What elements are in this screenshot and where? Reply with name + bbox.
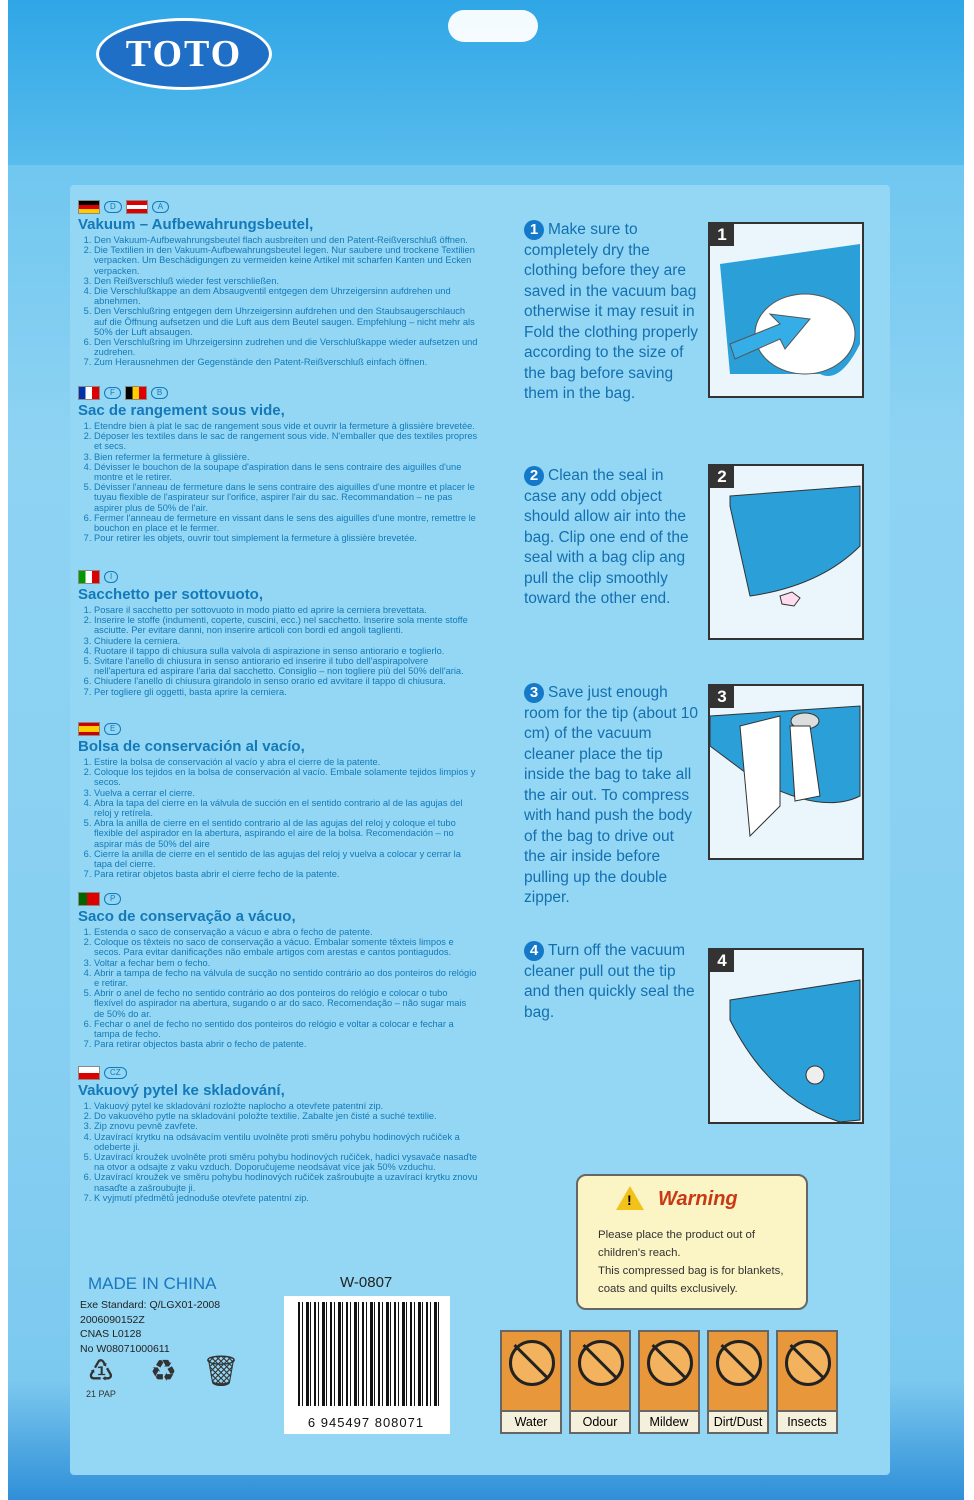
step-description: Make sure to completely dry the clothing before they are saved in the vacuum bag otherwise it may resuit in Fold the clothing properly according to the size of the bag before saving them in the bag.	[524, 221, 699, 402]
list-item: 2. Coloque os têxteis no saco de conservação a vácuo. Embalar somente têxteis limpos e secos. Para evitar danificações não embale artigos com arestas e cantos pontiagudos.	[94, 937, 478, 957]
list-item: 2. Coloque los tejidos en la bolsa de conservación al vacío. Embale solamente tejidos limpios y secos.	[94, 767, 478, 787]
flag-es-icon	[78, 722, 100, 736]
recycle-number: 21	[86, 1389, 97, 1399]
lang-title: Saco de conservação a vácuo,	[78, 908, 296, 925]
lang-section-it	[78, 570, 478, 697]
list-item: 1. Estenda o saco de conservação a vácuo e abra o fecho de patente.	[94, 927, 478, 937]
lang-section-es	[78, 722, 478, 879]
lang-steps	[78, 605, 478, 697]
lang-section-pt	[78, 892, 478, 1049]
lang-title: Vakuový pytel ke skladování,	[78, 1082, 285, 1099]
lang-steps	[78, 421, 478, 543]
flag-be-icon	[125, 386, 147, 400]
lang-title: Bolsa de conservación al vacío,	[78, 738, 305, 755]
list-item: 7. Para retirar objetos basta abrir el cierre fecho de la patente.	[94, 869, 478, 879]
list-item: 2. Inserire le stoffe (indumenti, coperte, cuscini, ecc.) nel sacchetto. Inserire sola mente stoffe asciutte. Per evitare danni, non inserire articoli con bordi ed angoli taglienti.	[94, 615, 478, 635]
step-image-number: 1	[710, 224, 734, 246]
standard-line: 2006090152Z	[80, 1313, 145, 1326]
list-item: 7. Zum Herausnehmen der Gegenstände den Patent-Reißverschluß einfach öffnen.	[94, 357, 478, 367]
barcode-bars	[298, 1302, 440, 1406]
lang-steps	[78, 757, 478, 879]
list-item: 7. Para retirar objectos basta abrir o fecho de patente.	[94, 1039, 478, 1049]
step-1-text	[524, 220, 699, 405]
standard-line: Exe Standard: Q/LGX01-2008	[80, 1299, 221, 1311]
list-item: 2. Die Textilien in den Vakuum-Aufbewahrungsbeutel legen. Nur saubere und trockene Textilien verpacken. Um Beschädigungen zu vermeiden keine Artikel mit scharfen Kanten und Ecken verpacken.	[94, 245, 478, 276]
lang-title: Vakuum – Aufbewahrungsbeutel,	[78, 216, 314, 233]
warning-line: coats and quilts exclusively.	[598, 1283, 738, 1295]
list-item: 2. Do vakuového pytle na skladování položte textilie. Zabalte jen čisté a suché textilie.	[94, 1111, 478, 1121]
list-item: 5. Den Verschlußring entgegen dem Uhrzeigersinn aufdrehen und den Staubsaugerschlauch auf die Öffnung aufsetzen und die Luft aus dem Beutel saugen. Empfehlung – nicht mehr als 50% der Luft absaugen.	[94, 306, 478, 337]
step-2-text	[524, 466, 699, 610]
flag-pt-icon	[78, 892, 100, 906]
recycle-label: PAP	[98, 1389, 116, 1399]
lang-title: Sacchetto per sottovuoto,	[78, 586, 264, 603]
green-dot-icon: ♻	[150, 1355, 177, 1388]
warning-exclamation: !	[627, 1192, 632, 1208]
lang-code: P	[104, 893, 121, 905]
lang-section-cz	[78, 1066, 478, 1203]
trash-bin-icon: 🗑	[202, 1355, 241, 1388]
step-1-image	[708, 222, 864, 398]
step-description: Turn off the vacuum cleaner pull out the tip and then quickly seal the bag.	[524, 942, 695, 1021]
warning-text	[598, 1226, 784, 1298]
lang-steps	[78, 1101, 478, 1203]
water-protection-icon	[500, 1330, 562, 1434]
list-item: 3. Voltar a fechar bem o fecho.	[94, 958, 478, 968]
warning-box	[576, 1174, 808, 1310]
icon-label: Odour	[571, 1410, 629, 1432]
flag-de-icon	[78, 200, 100, 214]
list-item: 1. Etendre bien à plat le sac de rangement sous vide et ouvrir la fermeture à glissière brevetée.	[94, 421, 478, 431]
list-item: 4. Ruotare il tappo di chiusura sulla valvola di aspirazione in senso antiorario e toglierlo.	[94, 646, 478, 656]
sealed-bag-illustration	[710, 950, 862, 1122]
flag-at-icon	[126, 200, 148, 214]
lang-steps	[78, 235, 478, 368]
dust-protection-icon	[707, 1330, 769, 1434]
list-item: 1. Estire la bolsa de conservación al vacío y abra el cierre de la patente.	[94, 757, 478, 767]
list-item: 3. Chiudere la cerniera.	[94, 636, 478, 646]
list-item: 5. Svitare l'anello di chiusura in senso antiorario ed inserire il tubo dell'aspirapolvere nell'apertura ed aspirare l'aria dal sacchetto. Consiglio – non togliere più del 50% dell'aria.	[94, 656, 478, 676]
standard-info	[80, 1298, 220, 1356]
list-item: 5. Dévisser l'anneau de fermeture dans le sens contraire des aiguilles d'une montre et placer le tuyau flexible de l'aspirateur sur l'orifice, aspirer l'air du sac. Recommandation – ne pas aspirer plus de 50% de l'air.	[94, 482, 478, 513]
list-item: 4. Abrir a tampa de fecho na válvula de sucção no sentido contrário ao dos ponteiros do relógio e retirar.	[94, 968, 478, 988]
list-item: 1. Posare il sacchetto per sottovuoto in modo piatto ed aprire la cerniera brevettata.	[94, 605, 478, 615]
hang-hole	[448, 10, 538, 42]
lang-code: CZ	[104, 1067, 127, 1079]
lang-code: E	[104, 723, 121, 735]
list-item: 2. Déposer les textiles dans le sac de rangement sous vide. N'emballer que des textiles propres et secs.	[94, 431, 478, 451]
step-4-image	[708, 948, 864, 1124]
step-description: Save just enough room for the tip (about 10 cm) of the vacuum cleaner place the tip inside the bag to take all the air out. To compress with hand push the body of the bag to drive out the air inside before pulling up the double zipper.	[524, 684, 699, 906]
brand-logo: TOTO	[96, 18, 272, 90]
protection-icons	[500, 1330, 838, 1434]
list-item: 7. Per togliere gli oggetti, basta aprire la cerniera.	[94, 687, 478, 697]
list-item: 5. Abrir o anel de fecho no sentido contrário ao dos ponteiros do relógio e colocar o tubo flexível do aspirador na abertura, sugando o ar do saco. Recomendação – não sugar mais de 50% do ar.	[94, 988, 478, 1019]
list-item: 5. Abra la anilla de cierre en el sentido contrario al de las agujas del reloj y coloque el tubo flexible del aspirador en la abertura, aspirando el aire de la bolsa. Recomendación – no aspirar más de 50% del aire	[94, 818, 478, 849]
list-item: 4. Abra la tapa del cierre en la válvula de succión en el sentido contrario al de las agujas del reloj y retírela.	[94, 798, 478, 818]
warning-line: This compressed bag is for blankets,	[598, 1265, 784, 1277]
list-item: 7. Pour retirer les objets, ouvrir tout simplement la fermeture à glissière brevetée.	[94, 533, 478, 543]
icon-label: Dirt/Dust	[709, 1410, 767, 1432]
list-item: 4. Dévisser le bouchon de la soupape d'aspiration dans le sens contraire des aiguilles d'une montre et le retirer.	[94, 462, 478, 482]
icon-label: Water	[502, 1410, 560, 1432]
lang-section-fr	[78, 386, 478, 543]
step-2-image	[708, 464, 864, 640]
step-number: 3	[524, 683, 544, 703]
list-item: 6. Cierre la anilla de cierre en el sentido de las agujas del reloj y vuelva a colocar y cerrar la tapa del cierre.	[94, 849, 478, 869]
step-number: 4	[524, 941, 544, 961]
fold-clothing-illustration	[710, 224, 862, 396]
flag-it-icon	[78, 570, 100, 584]
list-item: 6. Fechar o anel de fecho no sentido dos ponteiros do relógio e voltar a colocar e fechar a tampa de fecho.	[94, 1019, 478, 1039]
barcode-number: 6 945497 808071	[307, 1415, 425, 1430]
list-item: 3. Vuelva a cerrar el cierre.	[94, 788, 478, 798]
step-description: Clean the seal in case any odd object should allow air into the bag. Clip one end of the seal with a bag clip ang pull the clip smoothly toward the other end.	[524, 467, 689, 607]
standard-line: No W08071000611	[80, 1342, 170, 1355]
list-item: 4. Die Verschlußkappe an dem Absaugventil entgegen dem Uhrzeigersinn aufdrehen und abnehmen.	[94, 286, 478, 306]
lang-code: I	[104, 571, 118, 583]
barcode	[284, 1296, 450, 1434]
lang-title: Sac de rangement sous vide,	[78, 402, 285, 419]
list-item: 6. Chiudere l'anello di chiusura girandolo in senso orario ed avvitare il tappo di chiusura.	[94, 676, 478, 686]
seal-clip-illustration	[710, 466, 862, 638]
list-item: 6. Fermer l'anneau de fermeture en vissant dans le sens des aiguilles d'une montre, remettre le bouchon en place et le fermer.	[94, 513, 478, 533]
list-item: 4. Uzavírací krytku na odsávacím ventilu uvolněte proti směru pohybu hodinových ručiček a odeberte ji.	[94, 1132, 478, 1152]
list-item: 6. Uzavírací kroužek ve směru pohybu hodinových ručiček zašroubujte a uzavírací krytku znovu nasaďte a zašroubujte ji.	[94, 1172, 478, 1192]
mildew-protection-icon	[638, 1330, 700, 1434]
flag-cz-icon	[78, 1066, 100, 1080]
warning-title: Warning	[658, 1188, 738, 1210]
lang-code: F	[104, 387, 121, 399]
list-item: 5. Uzavírací kroužek uvolněte proti směru pohybu hodinových ručiček, hadici vysavače nasaďte na otvor a odsajte z vaku vzduch. Doporučujeme neodsávat více jak 50% vzduchu.	[94, 1152, 478, 1172]
lang-steps	[78, 927, 478, 1049]
lang-code: B	[151, 387, 168, 399]
recycle-icon: ♳ 21 PAP	[86, 1355, 116, 1399]
step-3-image	[708, 684, 864, 860]
step-image-number: 3	[710, 686, 734, 708]
warning-line: children's reach.	[598, 1247, 681, 1259]
model-code: W-0807	[340, 1274, 393, 1291]
step-number: 2	[524, 466, 544, 486]
icon-label: Mildew	[640, 1410, 698, 1432]
list-item: 7. K vyjmutí předmětů jednoduše otevřete patentní zip.	[94, 1193, 478, 1203]
step-image-number: 4	[710, 950, 734, 972]
lang-section-de	[78, 200, 478, 368]
odour-protection-icon	[569, 1330, 631, 1434]
list-item: 6. Den Verschlußring im Uhrzeigersinn zudrehen und die Verschlußkappe wieder aufsetzen und zudrehen.	[94, 337, 478, 357]
step-number: 1	[524, 220, 544, 240]
insect-protection-icon	[776, 1330, 838, 1434]
step-4-text	[524, 941, 699, 1023]
step-3-text	[524, 683, 699, 909]
step-image-number: 2	[710, 466, 734, 488]
lang-code: A	[152, 201, 169, 213]
list-item: 1. Vakuový pytel ke skladování rozložte naplocho a otevřete patentní zip.	[94, 1101, 478, 1111]
list-item: 3. Den Reißverschluß wieder fest verschließen.	[94, 276, 478, 286]
lang-code: D	[104, 201, 122, 213]
list-item: 1. Den Vakuum-Aufbewahrungsbeutel flach ausbreiten und den Patent-Reißverschluß öffnen.	[94, 235, 478, 245]
icon-label: Insects	[778, 1410, 836, 1432]
made-in-label: MADE IN CHINA	[88, 1274, 217, 1293]
list-item: 3. Bien refermer la fermeture à glissière.	[94, 452, 478, 462]
flag-fr-icon	[78, 386, 100, 400]
standard-line: CNAS L0128	[80, 1328, 142, 1340]
warning-line: Please place the product out of	[598, 1229, 756, 1241]
vacuum-tip-illustration	[710, 686, 862, 858]
list-item: 3. Zip znovu pevně zavřete.	[94, 1121, 478, 1131]
